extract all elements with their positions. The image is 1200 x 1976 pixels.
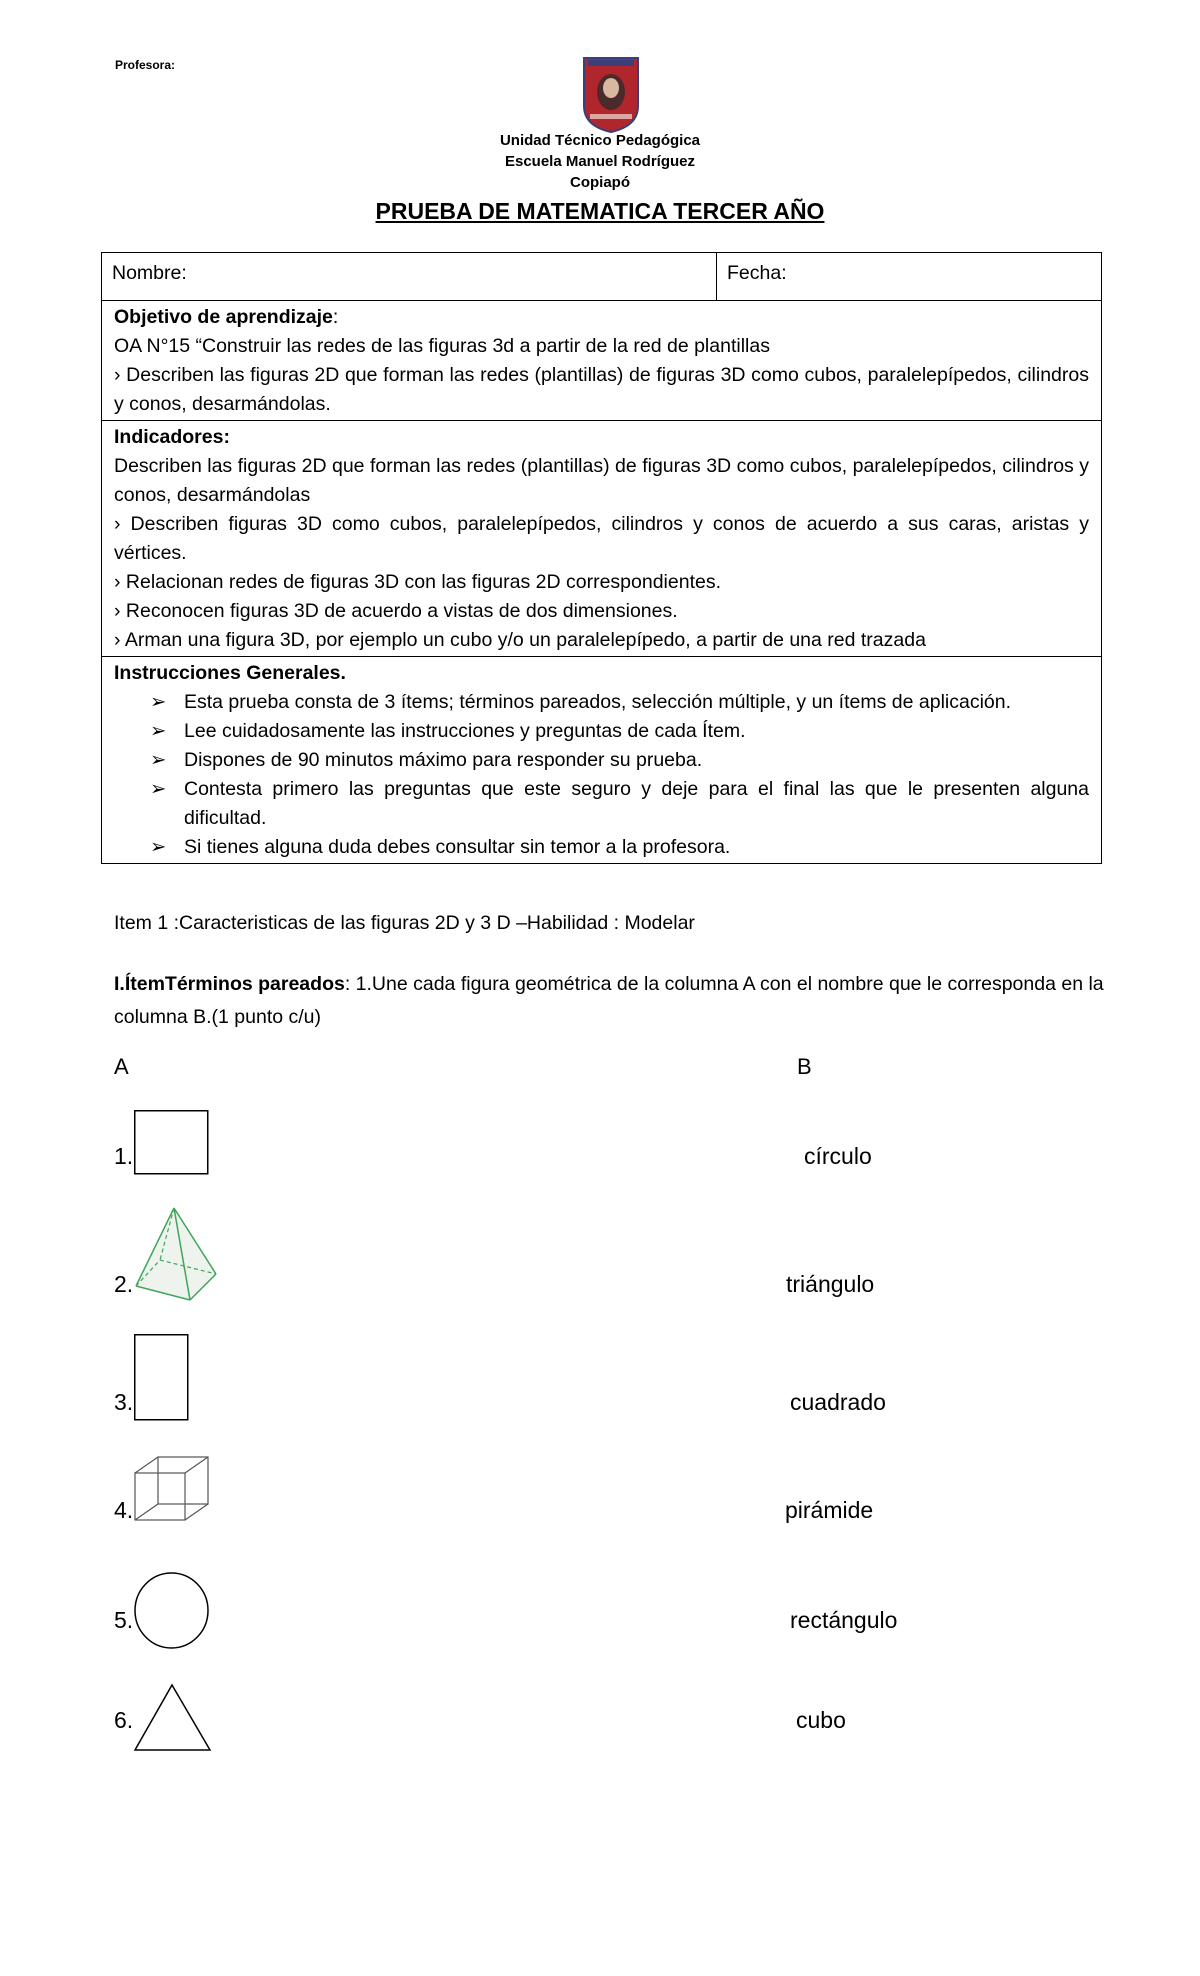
item-instr-bold: I.ÍtemTérminos pareados — [114, 973, 345, 995]
teacher-label: Profesora: — [115, 58, 176, 72]
row-number: 2. — [114, 1271, 134, 1297]
row-number: 5. — [114, 1607, 134, 1633]
indicator-line: › Describen figuras 3D como cubos, paralelepípedos, cilindros y conos de acuerdo a sus caras, aristas y vértices. — [114, 513, 1089, 564]
pyramid-icon — [134, 1206, 218, 1302]
match-word[interactable]: cuadrado — [790, 1389, 886, 1415]
indicator-line: › Relacionan redes de figuras 3D con las figuras 2D correspondientes. — [114, 571, 721, 593]
indicator-line: › Arman una figura 3D, por ejemplo un cubo y/o un paralelepípedo, a partir de una red trazada — [114, 629, 926, 651]
item-title: Item 1 :Caracteristicas de las figuras 2D y 3 D –Habilidad : Modelar — [114, 912, 695, 934]
arrow-bullet-icon: ➢ — [150, 778, 167, 800]
objective-line: OA N°15 “Construir las redes de las figuras 3d a partir de la red de plantillas — [114, 335, 770, 357]
unit-name: Unidad Técnico Pedagógica — [499, 132, 701, 149]
indicators-heading: Indicadores: — [114, 426, 230, 448]
instruction-item: ➢ Dispones de 90 minutos máximo para responder su prueba. — [114, 746, 1089, 775]
arrow-bullet-icon: ➢ — [150, 749, 167, 771]
match-word[interactable]: círculo — [804, 1143, 872, 1169]
match-word[interactable]: pirámide — [785, 1497, 874, 1523]
rectangle-icon — [134, 1334, 190, 1422]
city-name: Copiapó — [570, 174, 630, 191]
row-number: 4. — [114, 1497, 134, 1523]
objective-section — [102, 301, 1101, 421]
instructions-section — [102, 657, 1101, 863]
triangle-icon — [134, 1684, 212, 1752]
item-instr-text: : 1.Une cada figura geométrica de la columna A con el nombre que le corresponda en la columna B.(1 punto c/u) — [114, 973, 1104, 1028]
school-name: Escuela Manuel Rodríguez — [504, 153, 696, 170]
arrow-bullet-icon: ➢ — [150, 691, 167, 713]
arrow-bullet-icon: ➢ — [150, 836, 167, 858]
date-field[interactable]: Fecha: — [727, 262, 787, 284]
objective-heading: Objetivo de aprendizaje — [114, 306, 333, 328]
column-b-header: B — [797, 1054, 812, 1079]
name-field[interactable]: Nombre: — [102, 253, 717, 300]
circle-icon — [134, 1572, 210, 1650]
name-date-row — [102, 253, 1101, 301]
row-number: 6. — [114, 1707, 134, 1733]
instruction-item: ➢ Lee cuidadosamente las instrucciones y preguntas de cada Ítem. — [114, 717, 1089, 746]
instruction-item: ➢ Si tienes alguna duda debes consultar sin temor a la profesora. — [114, 833, 1089, 862]
cube-icon — [134, 1456, 210, 1522]
indicator-line: Describen las figuras 2D que forman las redes (plantillas) de figuras 3D como cubos, paralelepípedos, cilindros y conos, desarmándolas — [114, 455, 1089, 506]
match-word[interactable]: cubo — [796, 1707, 846, 1733]
instructions-heading: Instrucciones Generales. — [114, 662, 346, 684]
instruction-item: ➢ Contesta primero las preguntas que este seguro y deje para el final las que le presenten alguna dificultad. — [114, 775, 1089, 833]
objective-colon: : — [332, 306, 339, 328]
match-word[interactable]: triángulo — [786, 1271, 875, 1297]
row-number: 1. — [114, 1143, 134, 1169]
school-header — [0, 130, 1200, 193]
arrow-bullet-icon: ➢ — [150, 720, 167, 742]
match-word[interactable]: rectángulo — [790, 1607, 898, 1633]
school-crest-icon — [582, 56, 640, 134]
instruction-item: ➢ Esta prueba consta de 3 ítems; términos pareados, selección múltiple, y un ítems de aplicación. — [114, 688, 1089, 717]
info-box — [101, 252, 1102, 864]
page-title: PRUEBA DE MATEMATICA TERCER AÑO — [375, 198, 825, 224]
item-instructions — [114, 968, 1104, 1034]
objective-line: › Describen las figuras 2D que forman las redes (plantillas) de figuras 3D como cubos, paralelepípedos, cilindros y conos, desarmándolas. — [114, 364, 1089, 415]
indicators-section — [102, 421, 1101, 657]
square-icon — [134, 1110, 210, 1176]
row-number: 3. — [114, 1389, 134, 1415]
indicator-line: › Reconocen figuras 3D de acuerdo a vistas de dos dimensiones. — [114, 600, 678, 622]
column-a-header: A — [114, 1054, 129, 1079]
